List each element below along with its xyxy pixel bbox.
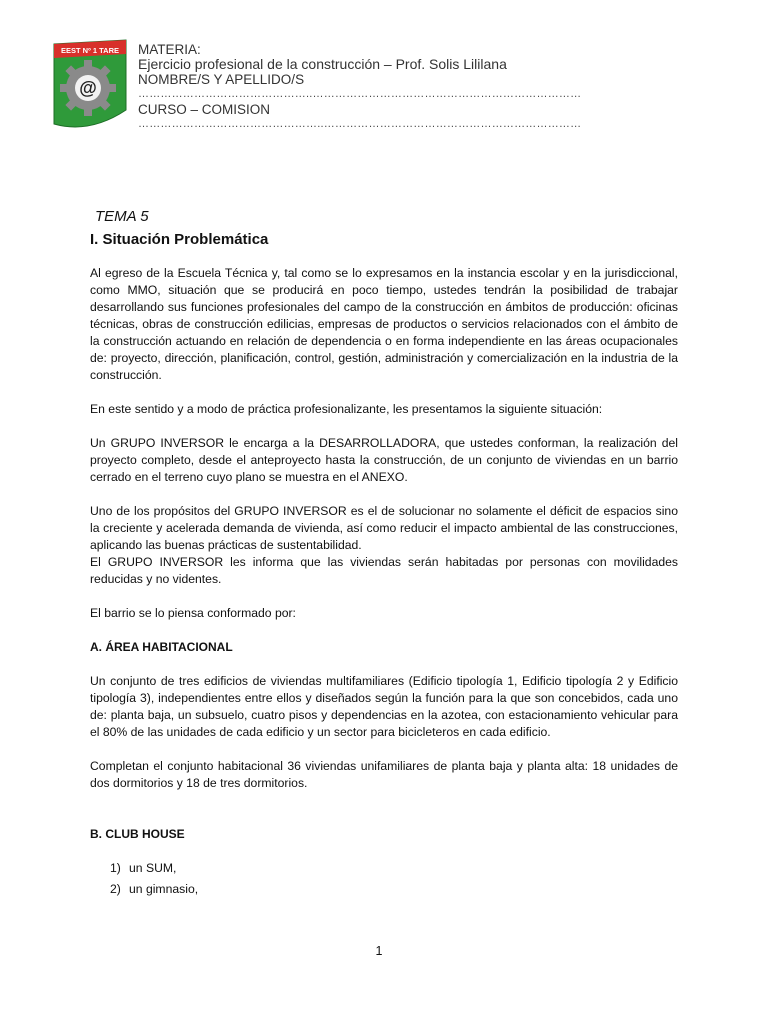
document-body — [90, 208, 678, 902]
section-b-heading: B. CLUB HOUSE — [90, 827, 185, 841]
list-item — [90, 860, 678, 877]
gear-icon — [60, 60, 116, 116]
club-house-list — [90, 860, 678, 898]
school-logo — [50, 38, 130, 134]
paragraph-6: El barrio se lo piensa conformado por: — [90, 606, 296, 620]
paragraph-1: Al egreso de la Escuela Técnica y, tal como se lo expresamos en la instancia escolar y en la jurisdiccional, como MMO, situación que se producirá en poco tiempo, ustedes tendrán la posibilidad de trabajar desarrollando sus funciones profesionales del campo de la construcción en ámbitos de producción: oficinas técnicas, obras de construcción edilicias, empresas de productos o servicios relacionados con el ámbito de la construcción actuando en relación de dependencia o en forma independiente en las áreas ocupacionales de: proyecto, dirección, planificación, control, gestión, administración y comercialización en la industria de la construcción. — [90, 266, 678, 382]
paragraph-2: En este sentido y a modo de práctica profesionalizante, les presentamos la siguiente situación: — [90, 402, 603, 416]
paragraph-5: El GRUPO INVERSOR les informa que las viviendas serán habitadas por personas con movilidades reducidas y no videntes. — [90, 555, 678, 586]
course-fill-line: …………………………………………..…………………………………………………………… — [138, 118, 582, 130]
course-label: CURSO – COMISION — [138, 102, 271, 117]
tema-heading: TEMA 5 — [95, 208, 149, 225]
paragraph-8: Completan el conjunto habitacional 36 viviendas unifamiliares de planta baja y planta alta: 18 unidades de dos dormitorios y 18 de tres dormitorios. — [90, 759, 678, 790]
section-a-heading: A. ÁREA HABITACIONAL — [90, 640, 233, 654]
paragraph-4: Uno de los propósitos del GRUPO INVERSOR es el de solucionar no solamente el déficit de espacios sino la creciente y acelerada demanda de vivienda, así como reducir el impacto ambiental de las construcciones, aplicando las buenas prácticas de sustentabilidad. — [90, 504, 678, 552]
at-symbol: @ — [79, 78, 97, 98]
list-item-text: un gimnasio, — [129, 882, 199, 896]
list-item-number: 2) — [110, 882, 121, 896]
list-item-text: un SUM, — [129, 861, 177, 875]
logo-text: EEST Nº 1 TARE — [60, 46, 120, 55]
page-number: 1 — [375, 944, 383, 958]
name-fill-line: ………………………………………..……………………………………………………………… — [138, 88, 582, 100]
paragraph-3: Un GRUPO INVERSOR le encarga a la DESARROLLADORA, que ustedes conforman, la realización del proyecto completo, desde el anteproyecto hasta la construcción, de un conjunto de viviendas en un barrio cerrado en el terreno cuyo plano se muestra en el ANEXO. — [90, 436, 678, 484]
list-item-number: 1) — [110, 861, 121, 875]
paragraph-7: Un conjunto de tres edificios de viviendas multifamiliares (Edificio tipología 1, Edificio tipología 2 y Edificio tipología 3), independientes entre ellos y diseñados según la función para la que son concebidos, cada uno de: planta baja, un subsuelo, cuatro pisos y dependencias en la azotea, con estacionamiento vehicular para el 80% de las unidades de cada edificio y un sector para bicicleteros en cada edificio. — [90, 674, 678, 739]
header-block — [138, 42, 678, 132]
list-item — [90, 881, 678, 898]
materia-subject: Ejercicio profesional de la construcción – Prof. Solis Lililana — [138, 56, 507, 72]
name-label: NOMBRE/S Y APELLIDO/S — [138, 72, 305, 87]
section-title: I. Situación Problemática — [90, 231, 269, 248]
materia-label: MATERIA: — [138, 42, 201, 57]
